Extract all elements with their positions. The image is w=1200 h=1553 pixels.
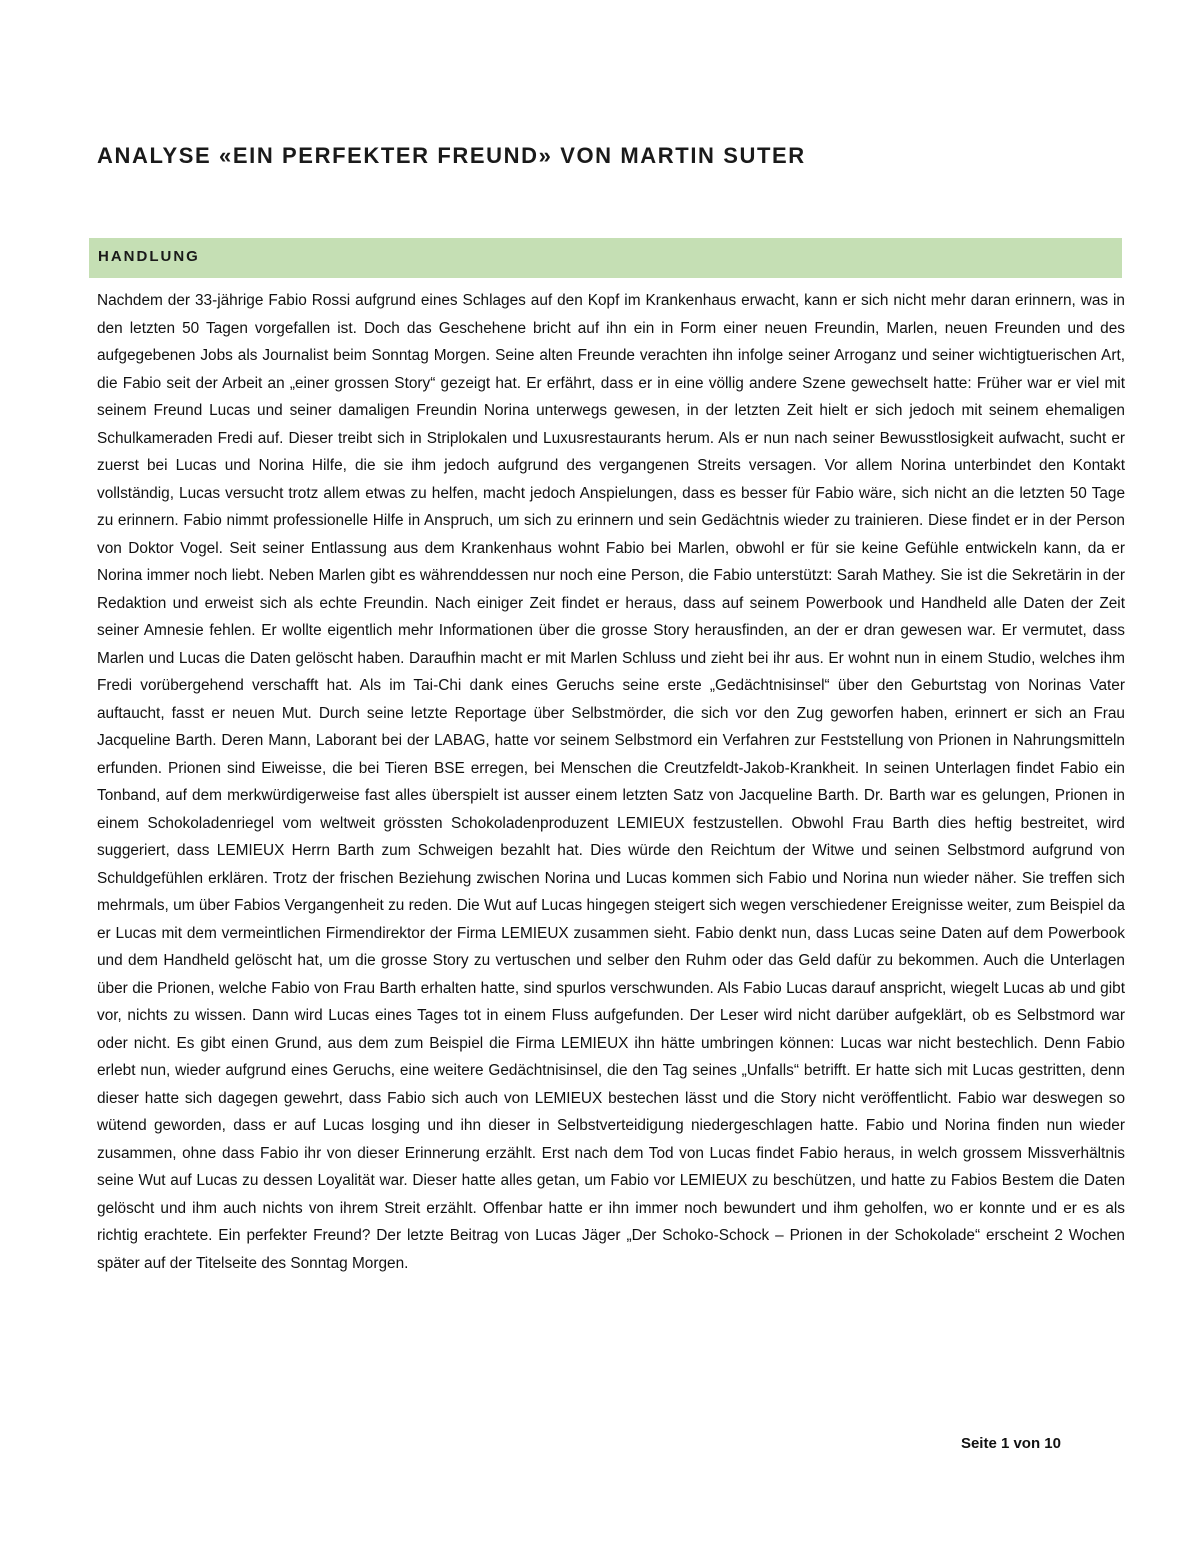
section-body-text: Nachdem der 33-jährige Fabio Rossi aufgrund eines Schlages auf den Kopf im Krankenhaus erwacht, kann er sich nicht mehr daran erinnern, was in den letzten 50 Tagen vorgefallen ist. Doch das Geschehene bricht auf ihn ein in Form einer neuen Freundin, Marlen, neuen Freunden und des aufgegebenen Jobs als Journalist beim Sonntag Morgen. Seine alten Freunde verachten ihn infolge seiner Arroganz und seiner wichtigtuerischen Art, die Fabio seit der Arbeit an „einer grossen Story“ gezeigt hat. Er erfährt, dass er in eine völlig andere Szene gewechselt hatte: Früher war er viel mit seinem Freund Lucas und seiner damaligen Freundin Norina unterwegs gewesen, in der letzten Zeit hielt er sich jedoch mit seinem ehemaligen Schulkameraden Fredi auf. Dieser treibt sich in Striplokalen und Luxusrestaurants herum. Als er nun nach seiner Bewusstlosigkeit aufwacht, sucht er zuerst bei Lucas und Norina Hilfe, die sie ihm jedoch aufgrund des vergangenen Streits versagen. Vor allem Norina unterbindet den Kontakt vollständig, Lucas versucht trotz allem etwas zu helfen, macht jedoch Anspielungen, dass es besser für Fabio wäre, sich nicht an die letzten 50 Tage zu erinnern. Fabio nimmt professionelle Hilfe in Anspruch, um sich zu erinnern und sein Gedächtnis wieder zu trainieren. Diese findet er in der Person von Doktor Vogel. Seit seiner Entlassung aus dem Krankenhaus wohnt Fabio bei Marlen, obwohl er für sie keine Gefühle entwickeln kann, da er Norina immer noch liebt. Neben Marlen gibt es währenddessen nur noch eine Person, die Fabio unterstützt: Sarah Mathey. Sie ist die Sekretärin in der Redaktion und erweist sich als echte Freundin. Nach einiger Zeit findet er heraus, dass auf seinem Powerbook und Handheld alle Daten der Zeit seiner Amnesie fehlen. Er wollte eigentlich mehr Informationen über die grosse Story herausfinden, an der er dran gewesen war. Er vermutet, dass Marlen und Lucas die Daten gelöscht haben. Daraufhin macht er mit Marlen Schluss und zieht bei ihr aus. Er wohnt nun in einem Studio, welches ihm Fredi vorübergehend verschafft hat. Als im Tai-Chi dank eines Geruchs seine erste „Gedächtnisinsel“ über den Geburtstag von Norinas Vater auftaucht, fasst er neuen Mut. Durch seine letzte Reportage über Selbstmörder, die sich vor den Zug geworfen haben, erinnert er sich an Frau Jacqueline Barth. Deren Mann, Laborant bei der LABAG, hatte vor seinem Selbstmord ein Verfahren zur Feststellung von Prionen in Nahrungsmitteln erfunden. Prionen sind Eiweisse, die bei Tieren BSE erregen, bei Menschen die Creutzfeldt-Jakob-Krankheit. In seinen Unterlagen findet Fabio ein Tonband, auf dem merkwürdigerweise fast alles überspielt ist ausser einem letzten Satz von Jacqueline Barth. Dr. Barth war es gelungen, Prionen in einem Schokoladenriegel vom weltweit grössten Schokoladenproduzent LEMIEUX festzustellen. Obwohl Frau Barth dies heftig bestreitet, wird suggeriert, dass LEMIEUX Herrn Barth zum Schweigen bezahlt hat. Dies würde den Reichtum der Witwe und seinen Selbstmord aufgrund von Schuldgefühlen erklären. Trotz der frischen Beziehung zwischen Norina und Lucas kommen sich Fabio und Norina nun wieder näher. Sie treffen sich mehrmals, um über Fabios Vergangenheit zu reden. Die Wut auf Lucas hingegen steigert sich wegen verschiedener Ereignisse weiter, zum Beispiel da er Lucas mit dem vermeintlichen Firmendirektor der Firma LEMIEUX zusammen sieht. Fabio denkt nun, dass Lucas seine Daten auf dem Powerbook und dem Handheld gelöscht hat, um die grosse Story zu vertuschen und selber den Ruhm oder das Geld dafür zu bekommen. Auch die Unterlagen über die Prionen, welche Fabio von Frau Barth erhalten hatte, sind spurlos verschwunden. Als Fabio Lucas darauf anspricht, wiegelt Lucas ab und gibt vor, nichts zu wissen. Dann wird Lucas eines Tages tot in einem Fluss aufgefunden. Der Leser wird nicht darüber aufgeklärt, ob es Selbstmord war oder nicht. Es gibt einen Grund, aus dem zum Beispiel die Firma LEMIEUX ihn hätte umbringen können: Lucas war nicht bestechlich. Denn Fabio erlebt nun, wieder aufgrund eines Geruchs, eine weitere Gedächtnisinsel, die den Tag seines „Unfalls“ betrifft. Er hatte sich mit Lucas gestritten, denn dieser hatte sich dagegen gewehrt, dass Fabio sich auch von LEMIEUX bestechen lässt und die Story nicht veröffentlicht. Fabio war deswegen so wütend geworden, dass er auf Lucas losging und ihn dieser in Selbstverteidigung niedergeschlagen hatte. Fabio und Norina finden nun wieder zusammen, ohne dass Fabio ihr von dieser Erinnerung erzählt. Erst nach dem Tod von Lucas findet Fabio heraus, in welch grossem Missverhältnis seine Wut auf Lucas zu dessen Loyalität war. Dieser hatte alles getan, um Fabio vor LEMIEUX zu beschützen, und hatte zu Fabios Bestem die Daten gelöscht und ihm auch nichts von ihrem Streit erzählt. Offenbar hatte er ihn immer noch bewundert und ihm geholfen, wo er konnte und er es als richtig erachtete. Ein perfekter Freund? Der letzte Beitrag von Lucas Jäger „Der Schoko-Schock – Prionen in der Schokolade“ erscheint 2 Wochen später auf der Titelseite des Sonntag Morgen.: [97, 292, 1125, 1272]
page-title: ANALYSE «EIN PERFEKTER FREUND» VON MARTIN SUTER: [97, 143, 806, 168]
section-header-bar: [89, 238, 1122, 278]
page-number: Seite 1 von 10: [960, 1435, 1061, 1452]
section-heading: HANDLUNG: [98, 248, 200, 265]
